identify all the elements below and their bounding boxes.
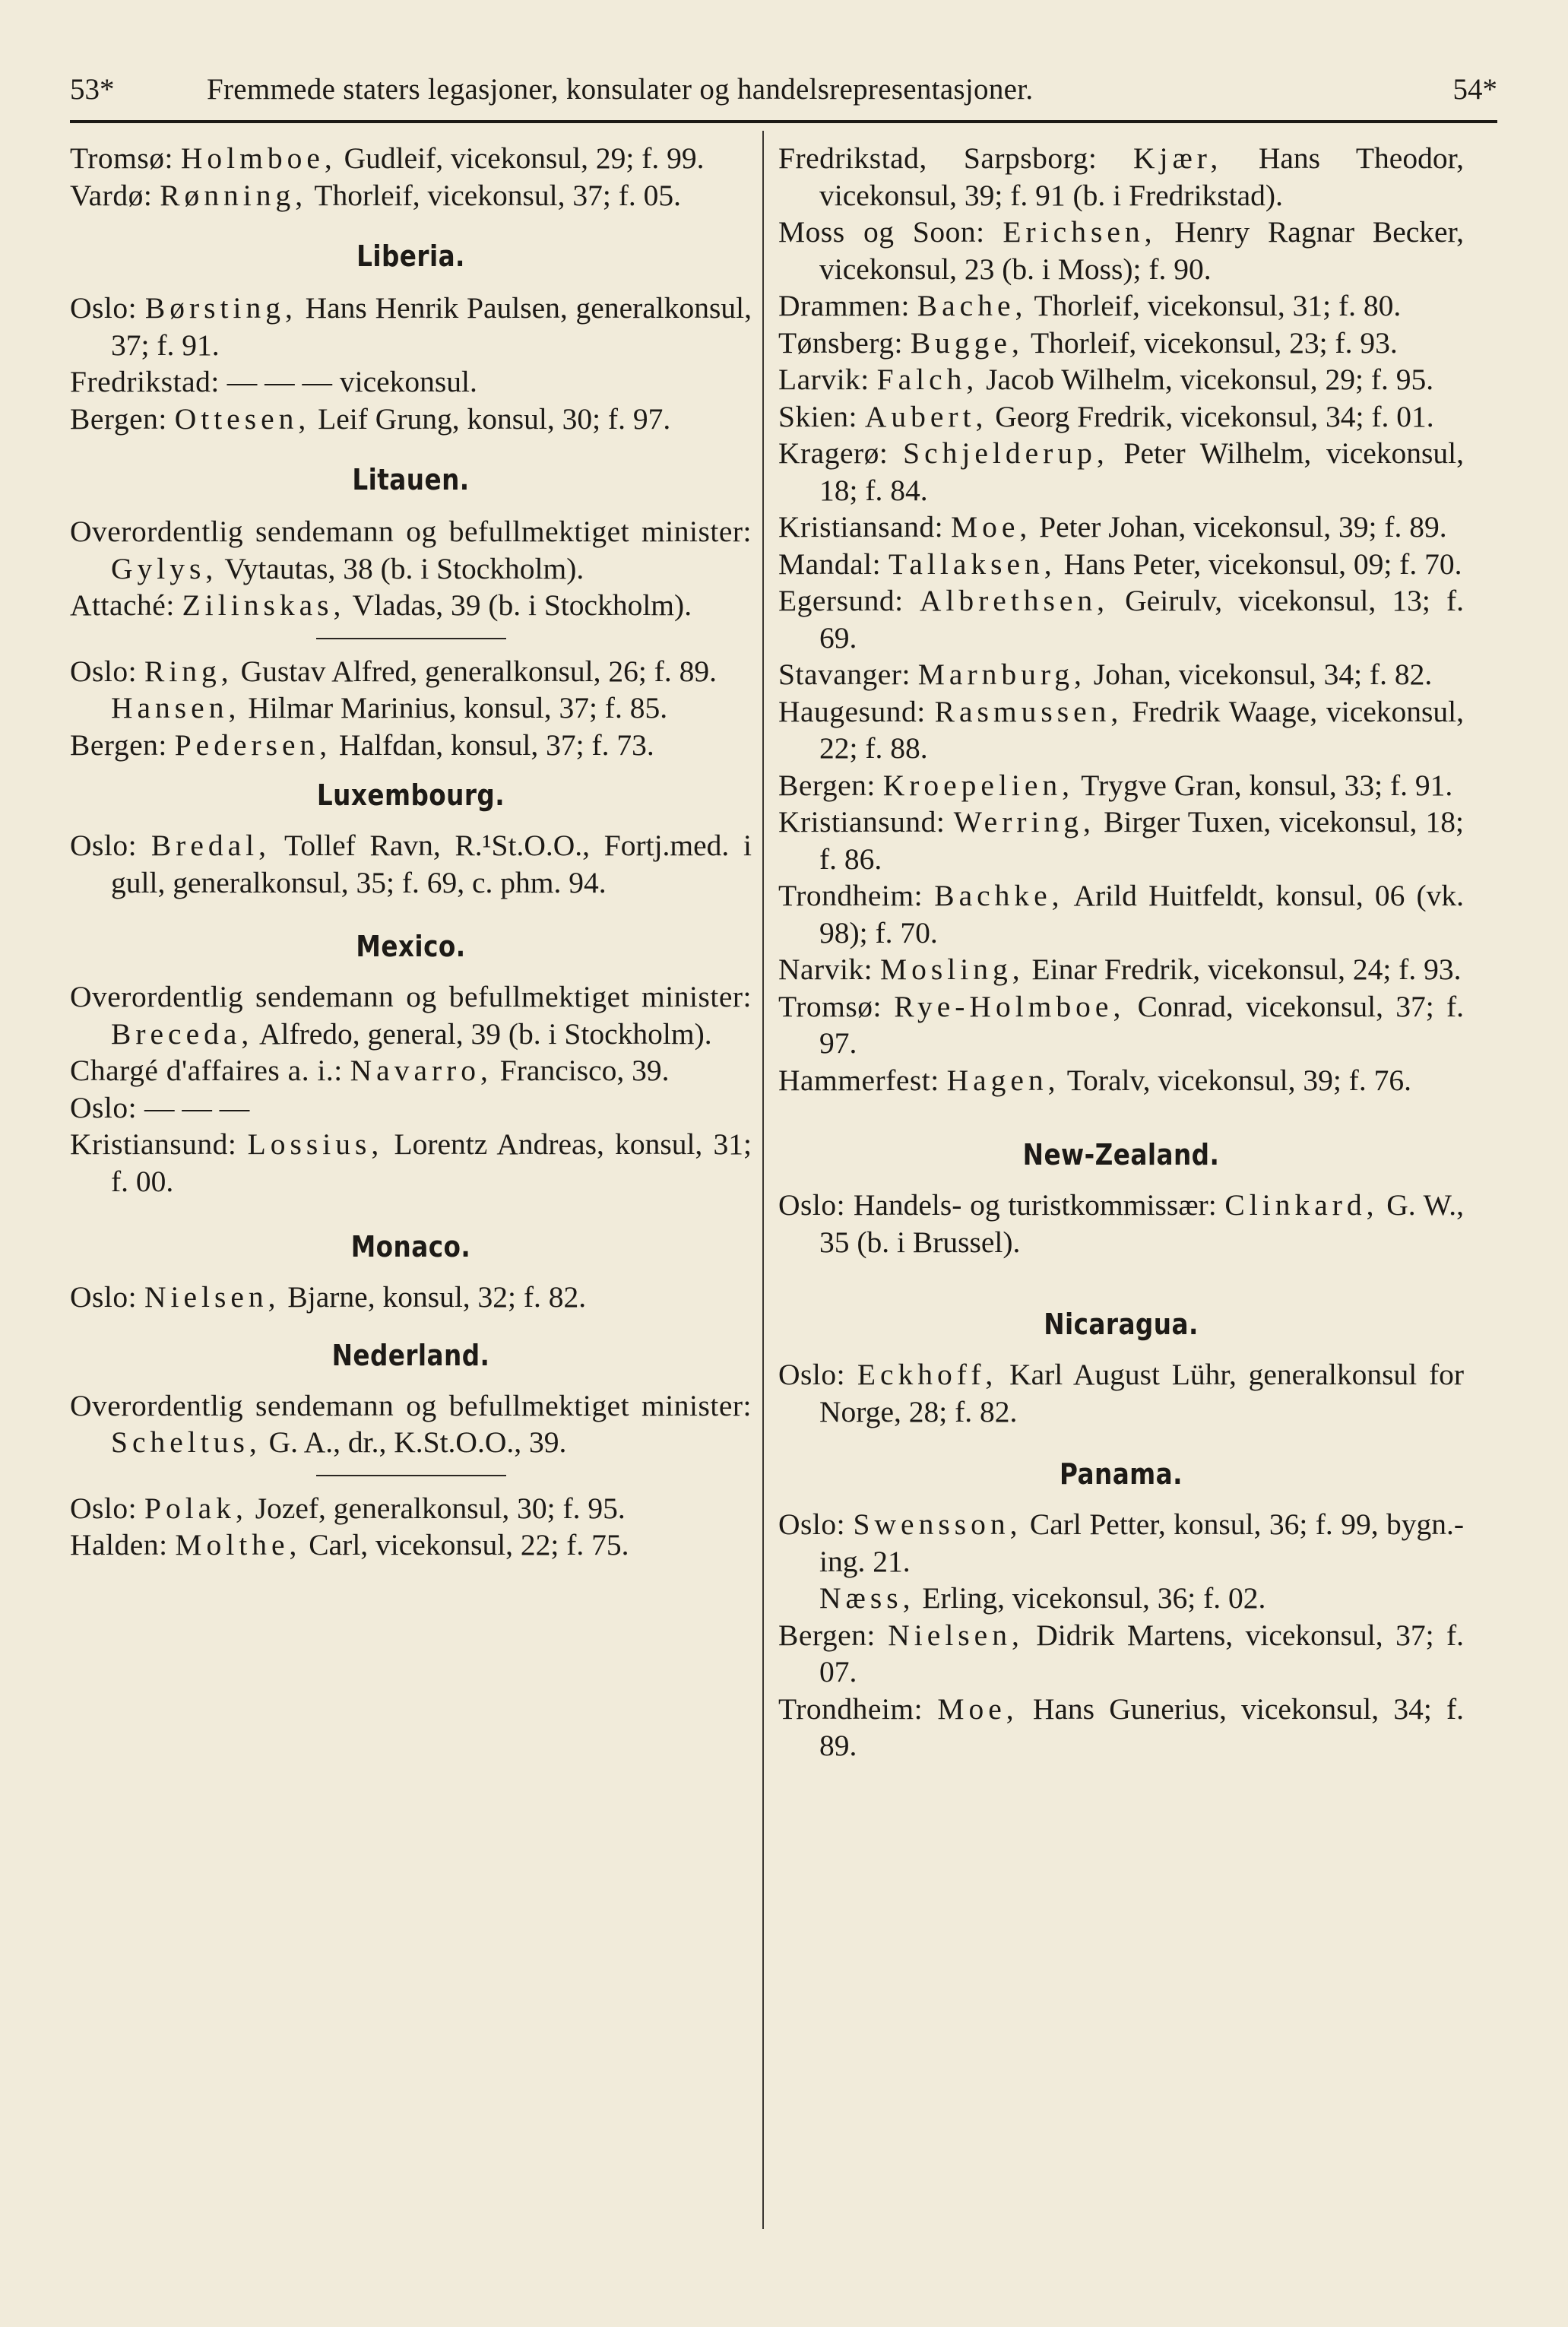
entry-nl-egersund: Egersund: Albrethsen, Geirulv, vicekonsul, 13; f. 69.: [778, 584, 1465, 655]
heading-litauen: Litauen.: [352, 463, 470, 496]
heading-liberia: Liberia.: [356, 239, 465, 273]
entry-panama-oslo-naess: Næss, Erling, vicekonsul, 36; f. 02.: [819, 1581, 1266, 1615]
entry-liberia-fredrikstad: Fredrikstad: — — — vicekonsul.: [70, 365, 477, 398]
right-page-number: 54*: [1452, 73, 1497, 106]
entry-liberia-bergen: Bergen: Ottesen, Leif Grung, konsul, 30; f. 97.: [70, 401, 671, 436]
entry-litauen-bergen: Bergen: Pedersen, Halfdan, konsul, 37; f. 73.: [70, 728, 654, 762]
entry-nl-fredrikstad: Fredrikstad, Sarpsborg: Kjær, Hans Theodor, vicekonsul, 39; f. 91 (b. i Fredrikstad).: [778, 141, 1465, 212]
heading-nicaragua: Nicaragua.: [1044, 1308, 1199, 1341]
entry-nl-drammen: Drammen: Bache, Thorleif, vicekonsul, 31; f. 80.: [778, 289, 1402, 322]
entry-nl-larvik: Larvik: Falch, Jacob Wilhelm, vicekonsul, 29; f. 95.: [778, 363, 1434, 396]
entry-new-zealand-oslo: Oslo: Handels- og turistkommissær: Clinkard, G. W., 35 (b. i Brussel).: [778, 1188, 1465, 1259]
entry-nl-skien: Skien: Aubert, Georg Fredrik, vicekonsul, 34; f. 01.: [778, 399, 1434, 433]
entry-monaco-oslo: Oslo: Nielsen, Bjarne, konsul, 32; f. 82.: [70, 1280, 587, 1314]
nederland-continued: [778, 140, 1464, 1099]
column-divider: [762, 131, 764, 2229]
entry-mexico-kristiansund: Kristiansund: Lossius, Lorentz Andreas, konsul, 31; f. 00.: [70, 1127, 752, 1198]
heading-panama: Panama.: [1060, 1457, 1183, 1491]
entry-tromso: Tromsø: Holmboe, Gudleif, vicekonsul, 29; f. 99.: [70, 141, 705, 175]
header-rule: [70, 120, 1497, 123]
heading-luxembourg: Luxembourg.: [316, 778, 505, 812]
entry-litauen-minister: Overordentlig sendemann og befullmektiget minister: Gylys, Vytautas, 38 (b. i Stockholm).: [70, 515, 752, 585]
entry-nederland-oslo: Oslo: Polak, Jozef, generalkonsul, 30; f. 95.: [70, 1491, 626, 1525]
heading-monaco: Monaco.: [350, 1230, 471, 1263]
running-title: Fremmede staters legasjoner, konsulater og handelsrepresentasjoner.: [207, 73, 1034, 106]
page-header: [70, 67, 1497, 113]
section-rule: [316, 638, 506, 639]
entry-nl-kristiansand: Kristiansand: Moe, Peter Johan, vicekonsul, 39; f. 89.: [778, 510, 1447, 544]
entry-mexico-oslo: Oslo: — — —: [70, 1090, 250, 1124]
entry-panama-oslo: Oslo: Swensson, Carl Petter, konsul, 36; f. 99, bygn.-ing. 21.: [778, 1507, 1465, 1578]
entry-nederland-halden: Halden: Molthe, Carl, vicekonsul, 22; f. 75.: [70, 1528, 629, 1561]
entry-mexico-charge: Chargé d'affaires a. i.: Navarro, Francisco, 39.: [70, 1054, 670, 1087]
left-page-number: 53*: [70, 73, 115, 106]
entry-nl-kragero: Kragerø: Schjelderup, Peter Wilhelm, vicekonsul, 18; f. 84.: [778, 436, 1464, 507]
entry-nl-moss: Moss og Soon: Erichsen, Henry Ragnar Becker, vicekonsul, 23 (b. i Moss); f. 90.: [778, 215, 1465, 286]
section-rule: [316, 1475, 506, 1476]
entry-panama-trondheim: Trondheim: Moe, Hans Gunerius, vicekonsul, 34; f. 89.: [778, 1691, 1465, 1762]
heading-new-zealand: New-Zealand.: [1022, 1138, 1220, 1171]
entry-litauen-oslo-hansen: Hansen, Hilmar Marinius, konsul, 37; f. 85.: [111, 691, 668, 724]
left-column: [70, 129, 752, 1564]
entry-mexico-minister: Overordentlig sendemann og befullmektiget minister: Breceda, Alfredo, general, 39 (b. i Stockholm).: [70, 980, 752, 1051]
entry-panama-bergen: Bergen: Nielsen, Didrik Martens, vicekonsul, 37; f. 07.: [778, 1618, 1465, 1688]
entry-nl-hammerfest: Hammerfest: Hagen, Toralv, vicekonsul, 39; f. 76.: [778, 1063, 1411, 1097]
entry-nicaragua-oslo: Oslo: Eckhoff, Karl August Lühr, generalkonsul for Norge, 28; f. 82.: [778, 1358, 1464, 1428]
entry-nl-mandal: Mandal: Tallaksen, Hans Peter, vicekonsul, 09; f. 70.: [778, 547, 1462, 581]
heading-nederland: Nederland.: [331, 1338, 490, 1372]
right-column: [778, 129, 1464, 1764]
entry-litauen-oslo-ring: Oslo: Ring, Gustav Alfred, generalkonsul, 26; f. 89.: [70, 654, 717, 688]
entry-liberia-oslo: Oslo: Børsting, Hans Henrik Paulsen, generalkonsul, 37; f. 91.: [70, 291, 752, 362]
entry-nl-kristiansund: Kristiansund: Werring, Birger Tuxen, vicekonsul, 18; f. 86.: [778, 805, 1465, 876]
entry-litauen-attache: Attaché: Zilinskas, Vladas, 39 (b. i Stockholm).: [70, 588, 692, 622]
entry-nl-stavanger: Stavanger: Marnburg, Johan, vicekonsul, 34; f. 82.: [778, 658, 1433, 691]
entry-nl-trondheim: Trondheim: Bachke, Arild Huitfeldt, konsul, 06 (vk. 98); f. 70.: [778, 879, 1465, 950]
entry-luxembourg-oslo: Oslo: Bredal, Tollef Ravn, R.¹St.O.O., Fortj.med. i gull, generalkonsul, 35; f. 69, c. phm. 94.: [70, 829, 752, 899]
entry-nl-narvik: Narvik: Mosling, Einar Fredrik, vicekonsul, 24; f. 93.: [778, 953, 1462, 986]
entry-nl-bergen: Bergen: Kroepelien, Trygve Gran, konsul, 33; f. 91.: [778, 768, 1453, 802]
entry-nl-tonsberg: Tønsberg: Bugge, Thorleif, vicekonsul, 23; f. 93.: [778, 325, 1398, 360]
entry-vardo: Vardø: Rønning, Thorleif, vicekonsul, 37; f. 05.: [70, 178, 681, 212]
heading-mexico: Mexico.: [356, 930, 466, 963]
entry-nl-tromso: Tromsø: Rye-Holmboe, Conrad, vicekonsul, 37; f. 97.: [778, 989, 1465, 1060]
entry-nl-haugesund: Haugesund: Rasmussen, Fredrik Waage, vicekonsul, 22; f. 88.: [778, 694, 1465, 765]
entry-nederland-minister: Overordentlig sendemann og befullmektiget minister: Scheltus, G. A., dr., K.St.O.O., 39.: [70, 1388, 752, 1459]
